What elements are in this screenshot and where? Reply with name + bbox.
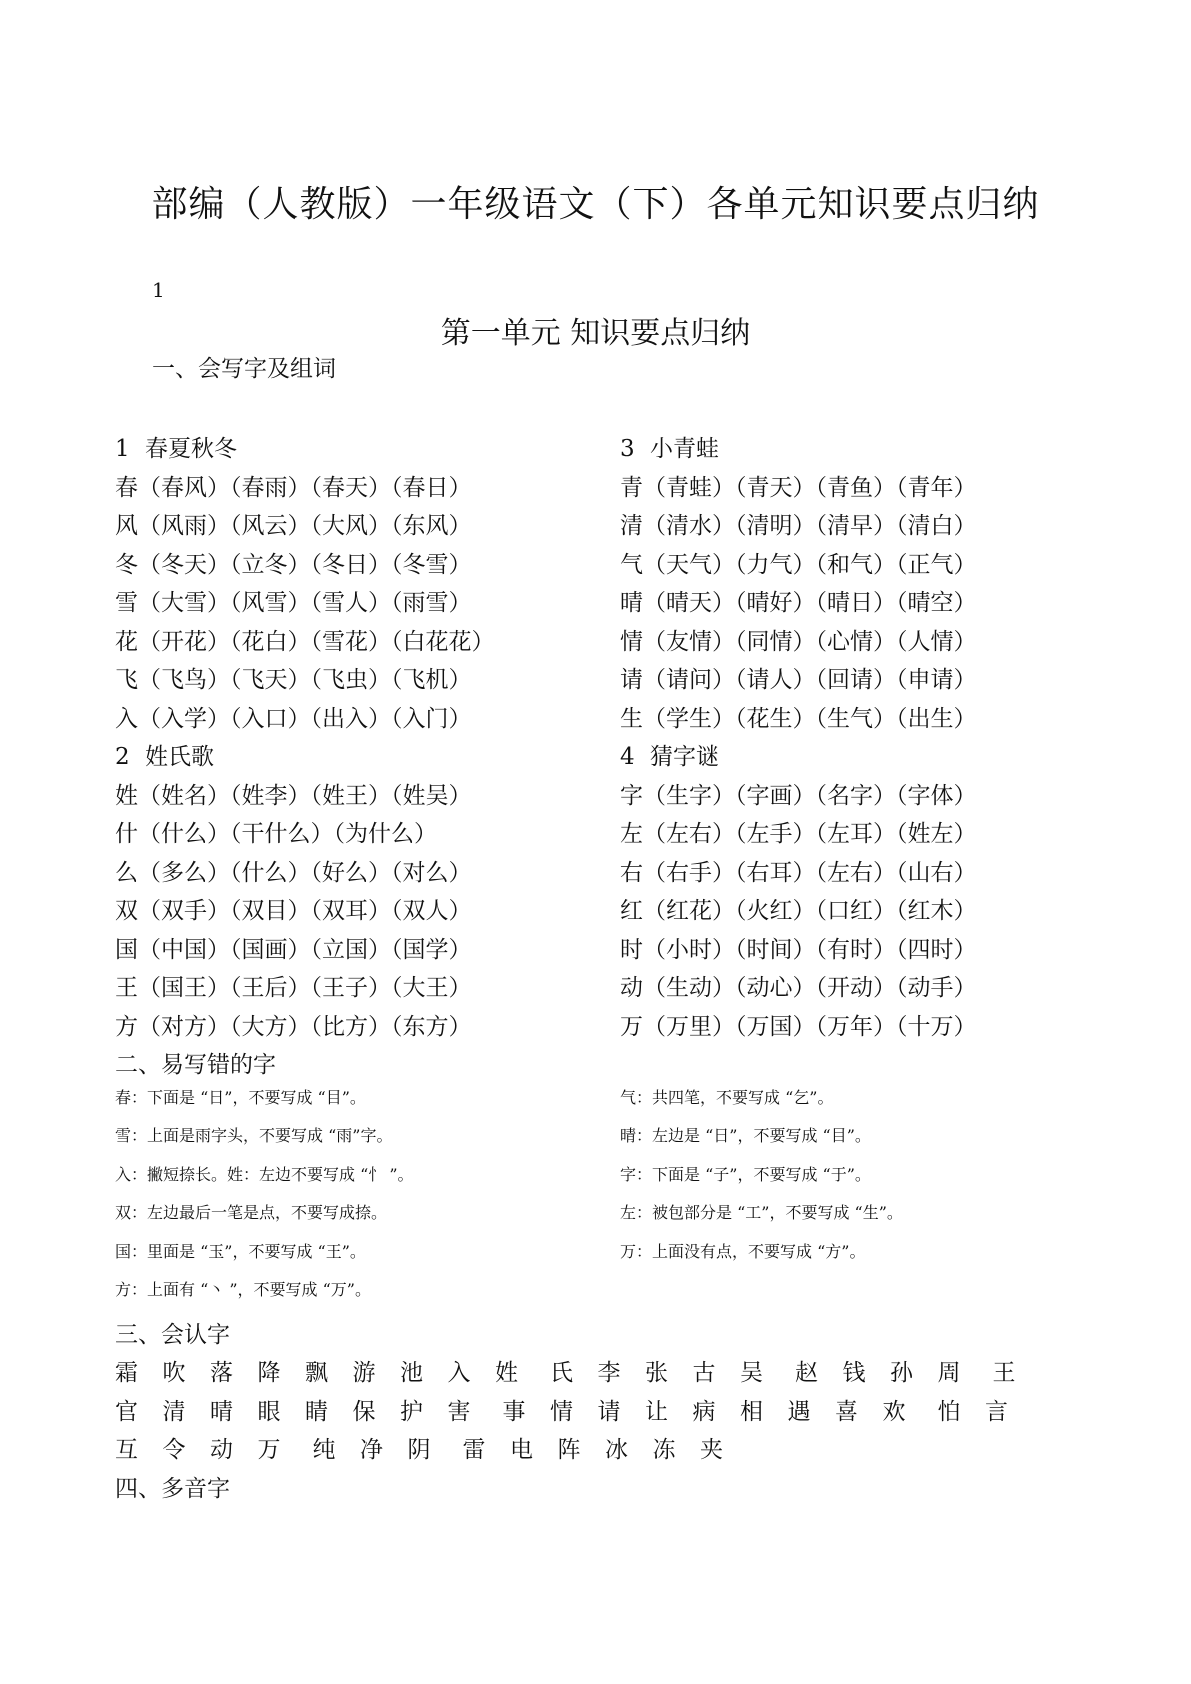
recognize-char: 飘 (305, 1360, 328, 1386)
recognize-char: 晴 (210, 1398, 233, 1425)
mistake-note: 万：上面没有点，不要写成 “方”。 (620, 1241, 866, 1261)
mistake-note: 字：下面是 “子”，不要写成 “于”。 (620, 1164, 871, 1184)
recognize-char: 净 (360, 1437, 383, 1463)
recognize-char: 阵 (557, 1437, 581, 1463)
recognize-char: 冰 (605, 1437, 628, 1463)
recognize-char: 喜 (835, 1398, 858, 1425)
mistake-note: 双：左边最后一笔是点，不要写成捺。 (115, 1203, 388, 1222)
recognize-char: 钱 (842, 1360, 866, 1386)
vocab-line: 入（入学）（入口）（出入）（入门） (115, 705, 472, 732)
lesson-name: 姓氏歌 (145, 744, 214, 770)
lesson-name: 春夏秋冬 (145, 436, 237, 462)
vocab-line: 王（国王）（王后）（王子）（大王） (115, 975, 472, 1001)
recognize-char: 入 (447, 1360, 471, 1386)
lesson-heading (115, 430, 495, 469)
mistake-note: 气：共四笔，不要写成 “乞”。 (620, 1087, 834, 1107)
recognize-char: 王 (992, 1360, 1016, 1386)
vocab-line: 右（右手）（右耳）（左右）（山右） (620, 859, 977, 886)
mistake-row (115, 1162, 1040, 1201)
lesson-number: 3 (620, 436, 635, 462)
recognize-row-1 (115, 1354, 1040, 1393)
recognize-row-3 (115, 1431, 1040, 1470)
recognize-char: 万 (257, 1437, 281, 1463)
recognize-char: 遇 (787, 1398, 811, 1425)
section-heading-mistakes: 二、易写错的字 (115, 1052, 276, 1078)
vocab-line: 左（左右）（左手）（左耳）（姓左） (620, 821, 977, 847)
vocab-line: 双（双手）（双目）（双耳）（双人） (115, 898, 472, 924)
recognize-char: 护 (400, 1398, 423, 1425)
lesson-name: 小青蛙 (650, 436, 719, 462)
lower-sections (115, 1046, 1040, 1508)
vocab-line: 方（对方）（大方）（比方）（东方） (115, 1013, 472, 1040)
mistake-note: 雪：上面是雨字头，不要写成 “雨”字。 (115, 1126, 393, 1145)
lesson-number: 2 (115, 744, 130, 770)
recognize-char: 病 (692, 1398, 716, 1425)
lesson-heading (620, 738, 977, 777)
recognize-char: 姓 (495, 1360, 518, 1386)
vocab-line: 时（小时）（时间）（有时）（四时） (620, 936, 977, 963)
recognize-char: 霜 (115, 1360, 138, 1386)
mistake-note: 入：撇短捺长。姓：左边不要写成 “忄 ”。 (115, 1164, 414, 1184)
recognize-char: 怕 (937, 1398, 961, 1425)
vocab-line: 雪（大雪）（风雪）（雪人）（雨雪） (115, 590, 472, 616)
recognize-char: 保 (352, 1398, 376, 1425)
recognize-char: 游 (352, 1360, 376, 1386)
vocab-line: 国（中国）（国画）（立国）（国学） (115, 936, 472, 963)
lesson-number: 4 (620, 744, 635, 770)
vocab-line: 飞（飞鸟）（飞天）（飞虫）（飞机） (115, 667, 472, 693)
recognize-char: 张 (645, 1360, 668, 1386)
lesson-number: 1 (115, 436, 130, 462)
mistake-list (115, 1085, 1040, 1316)
vocab-line: 字（生字）（字画）（名字）（字体） (620, 782, 977, 809)
recognize-char: 事 (502, 1398, 526, 1425)
vocab-line: 红（红花）（火红）（口红）（红木） (620, 898, 977, 924)
unit-title: 第一单元 知识要点归纳 (440, 316, 751, 351)
recognize-char: 相 (740, 1398, 763, 1425)
mistake-note: 左：被包部分是 “工”，不要写成 “生”。 (620, 1203, 903, 1222)
section-heading-writing: 一、会写字及组词 (152, 356, 336, 382)
recognize-char: 眼 (257, 1398, 281, 1425)
recognize-char: 情 (550, 1398, 573, 1425)
recognize-row-2 (115, 1393, 1040, 1432)
lesson-name: 猜字谜 (650, 744, 719, 770)
vocab-line: 情（友情）（同情）（心情）（人情） (620, 628, 977, 655)
recognize-char: 孙 (890, 1360, 913, 1386)
vocab-line: 风（风雨）（风云）（大风）（东风） (115, 513, 472, 539)
vocab-line: 花（开花）（花白）（雪花）（白花花） (115, 628, 495, 655)
lesson-heading (115, 738, 495, 777)
vocab-line: 晴（晴天）（晴好）（晴日）（晴空） (620, 590, 977, 616)
vocab-line: 生（学生）（花生）（生气）（出生） (620, 705, 977, 732)
mistake-row (115, 1085, 1040, 1124)
mistake-row (115, 1200, 1040, 1239)
recognize-char: 纯 (312, 1437, 336, 1463)
mistake-row (115, 1239, 1040, 1278)
vocab-line: 青（青蛙）（青天）（青鱼）（青年） (620, 474, 977, 501)
recognize-char: 赵 (795, 1360, 818, 1386)
vocab-line: 么（多么）（什么）（好么）（对么） (115, 859, 472, 886)
vocab-line: 冬（冬天）（立冬）（冬日）（冬雪） (115, 551, 472, 578)
mistake-note: 晴：左边是 “日”，不要写成 “目”。 (620, 1126, 871, 1145)
recognize-char: 睛 (305, 1398, 328, 1425)
vocab-line: 清（清水）（清明）（清早）（清白） (620, 513, 977, 539)
recognize-char: 吴 (740, 1360, 763, 1386)
section-heading-polyphonic: 四、多音字 (115, 1475, 230, 1502)
vocab-line: 动（生动）（动心）（开动）（动手） (620, 975, 977, 1001)
recognize-char: 令 (162, 1437, 186, 1463)
recognize-char: 官 (115, 1398, 138, 1425)
mistake-note: 方：上面有 “丶 ”，不要写成 “万”。 (115, 1280, 371, 1299)
mistake-row (115, 1277, 1040, 1316)
recognize-char: 让 (645, 1398, 668, 1425)
vocab-column-right (620, 430, 977, 1046)
recognize-char: 周 (937, 1360, 961, 1386)
recognize-char: 害 (447, 1398, 471, 1425)
recognize-char: 电 (510, 1437, 533, 1463)
vocab-line: 请（请问）（请人）（回请）（申请） (620, 667, 977, 693)
recognize-char: 落 (210, 1360, 233, 1386)
recognize-char: 阴 (407, 1437, 431, 1463)
lesson-heading (620, 430, 977, 469)
vocab-line: 春（春风）（春雨）（春天）（春日） (115, 474, 472, 501)
recognize-char: 夹 (700, 1437, 723, 1463)
recognize-char: 清 (162, 1398, 186, 1425)
recognize-char: 古 (692, 1360, 716, 1386)
vocab-line: 万（万里）（万国）（万年）（十万） (620, 1013, 977, 1040)
recognize-char: 李 (597, 1360, 621, 1386)
recognize-char: 降 (257, 1360, 281, 1386)
recognize-char: 雷 (462, 1437, 486, 1463)
recognize-char: 吹 (162, 1360, 186, 1386)
vocab-column-left (115, 430, 495, 1046)
recognize-char: 氏 (550, 1360, 573, 1386)
mistake-note: 春：下面是 “日”，不要写成 “目”。 (115, 1087, 366, 1107)
mistake-note: 国：里面是 “玉”，不要写成 “王”。 (115, 1241, 366, 1261)
recognize-char: 欢 (882, 1398, 906, 1425)
recognize-char: 冻 (652, 1437, 676, 1463)
vocab-line: 姓（姓名）（姓李）（姓王）（姓吴） (115, 782, 472, 809)
vocab-line: 什（什么）（干什么）（为什么） (115, 821, 437, 847)
recognize-char: 互 (115, 1437, 138, 1463)
mistake-row (115, 1123, 1040, 1162)
recognize-char: 请 (597, 1398, 621, 1425)
page-number: 1 (152, 278, 165, 302)
document-title: 部编（人教版）一年级语文（下）各单元知识要点归纳 (151, 184, 1040, 225)
recognize-char: 池 (400, 1360, 423, 1386)
vocab-line: 气（天气）（力气）（和气）（正气） (620, 551, 977, 578)
recognize-char: 言 (985, 1398, 1008, 1425)
section-heading-recognize: 三、会认字 (115, 1321, 230, 1348)
recognize-char: 动 (210, 1437, 233, 1463)
